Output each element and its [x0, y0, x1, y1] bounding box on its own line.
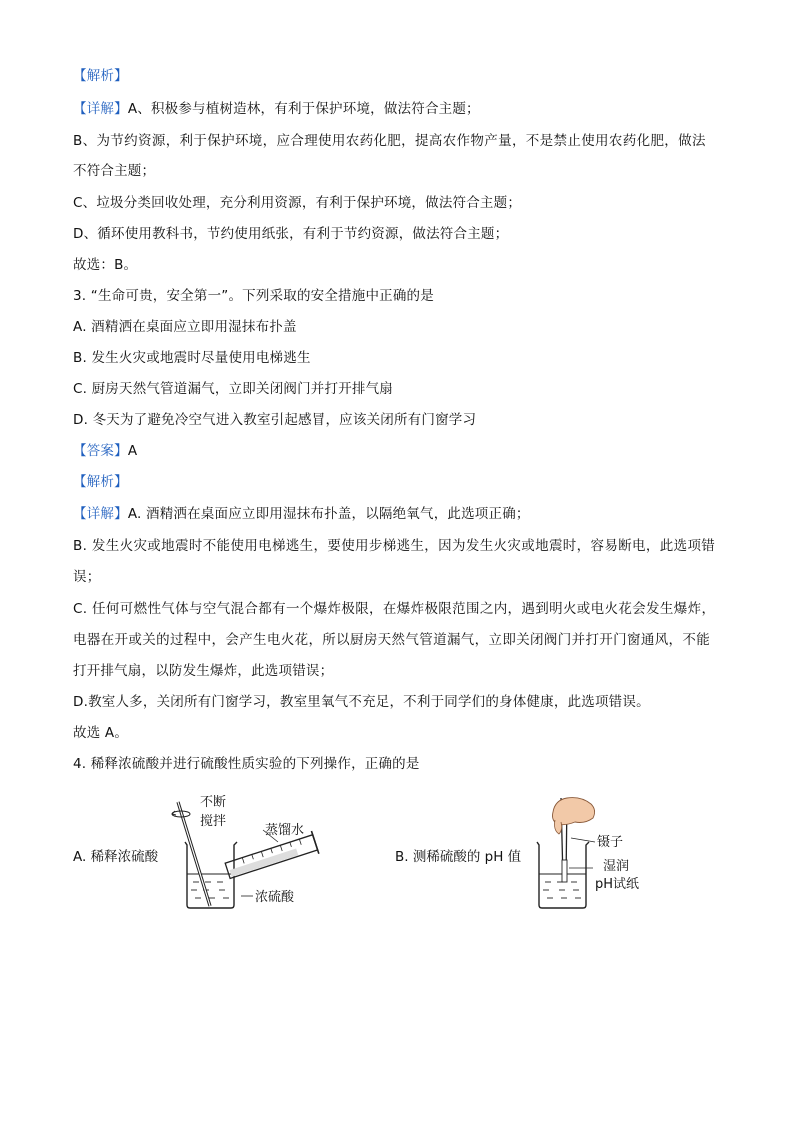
label-stir-1: 不断 [200, 795, 227, 810]
label-acid: 浓硫酸 [255, 890, 295, 905]
tag-analysis-2: 【解析】 [73, 474, 128, 490]
tag-analysis: 【解析】 [73, 68, 128, 84]
option-3d: D. 冬天为了避免冷空气进入教室引起感冒，应该关闭所有门窗学习 [73, 412, 477, 428]
label-ph-paper: pH试纸 [595, 877, 640, 892]
line-analysis-2 [73, 473, 128, 491]
line-2: 【详解】A、积极参与植树造林，有利于保护环境，做法符合主题； [73, 101, 480, 117]
option-3c: C. 厨房天然气管道漏气，立即关闭阀门并打开排气扇 [73, 381, 394, 397]
line-detail-c-3: 打开排气扇，以防发生爆炸，此选项错误； [73, 663, 334, 679]
figure-b-option-label: B. 测稀硫酸的 pH 值 [395, 849, 522, 865]
figure-a-option-label: A. 稀释浓硫酸 [73, 849, 159, 865]
figure-b-drawing [395, 790, 665, 920]
line-4: 不符合主题； [73, 163, 156, 179]
figure-option-b [395, 790, 665, 920]
line-7: 故选：B。 [73, 257, 138, 273]
question-4: 4. 稀释浓硫酸并进行硫酸性质实验的下列操作，正确的是 [73, 756, 420, 772]
line-detail-c: C. 任何可燃性气体与空气混合都有一个爆炸极限，在爆炸极限范围之内，遇到明火或电火花会发生爆炸， [73, 601, 716, 617]
label-water: 蒸馏水 [265, 823, 305, 838]
line-1 [73, 67, 128, 85]
option-3a: A. 酒精洒在桌面应立即用湿抹布扑盖 [73, 319, 297, 335]
line-6: D、循环使用教科书，节约使用纸张，有利于节约资源，做法符合主题； [73, 226, 509, 242]
tag-detail: 【详解】 [73, 101, 128, 117]
line-5: C、垃圾分类回收处理，充分利用资源，有利于保护环境，做法符合主题； [73, 195, 522, 211]
line-detail-b-2: 误； [73, 569, 101, 585]
line-choice: 故选 A。 [73, 725, 129, 741]
line-detail-b: B. 发生火灾或地震时不能使用电梯逃生，要使用步梯逃生，因为发生火灾或地震时，容易断电，此选项错 [73, 538, 716, 554]
line-detail-2: 【详解】A. 酒精洒在桌面应立即用湿抹布扑盖，以隔绝氧气，此选项正确； [73, 506, 530, 522]
label-tweezers: 镊子 [597, 835, 624, 850]
tag-detail-2: 【详解】 [73, 506, 128, 522]
figure-option-a [73, 790, 343, 920]
option-3b: B. 发生火灾或地震时尽量使用电梯逃生 [73, 350, 311, 366]
line-detail-c-2: 电器在开或关的过程中，会产生电火花，所以厨房天然气管道漏气，立即关闭阀门并打开门窗通风，不能 [73, 632, 711, 648]
answer-line: 【答案】A [73, 443, 138, 459]
label-stir-2: 搅拌 [200, 814, 227, 829]
question-3: 3. “生命可贵，安全第一”。下列采取的安全措施中正确的是 [73, 288, 434, 304]
line-detail-d: D.教室人多，关闭所有门窗学习，教室里氧气不充足，不利于同学们的身体健康，此选项错误。 [73, 694, 650, 710]
figure-a-drawing [73, 790, 343, 920]
label-wet: 湿润 [603, 859, 630, 874]
tag-answer: 【答案】 [73, 443, 128, 459]
line-3: B、为节约资源，利于保护环境，应合理使用农药化肥，提高农作物产量，不是禁止使用农药化肥，做法 [73, 133, 706, 149]
